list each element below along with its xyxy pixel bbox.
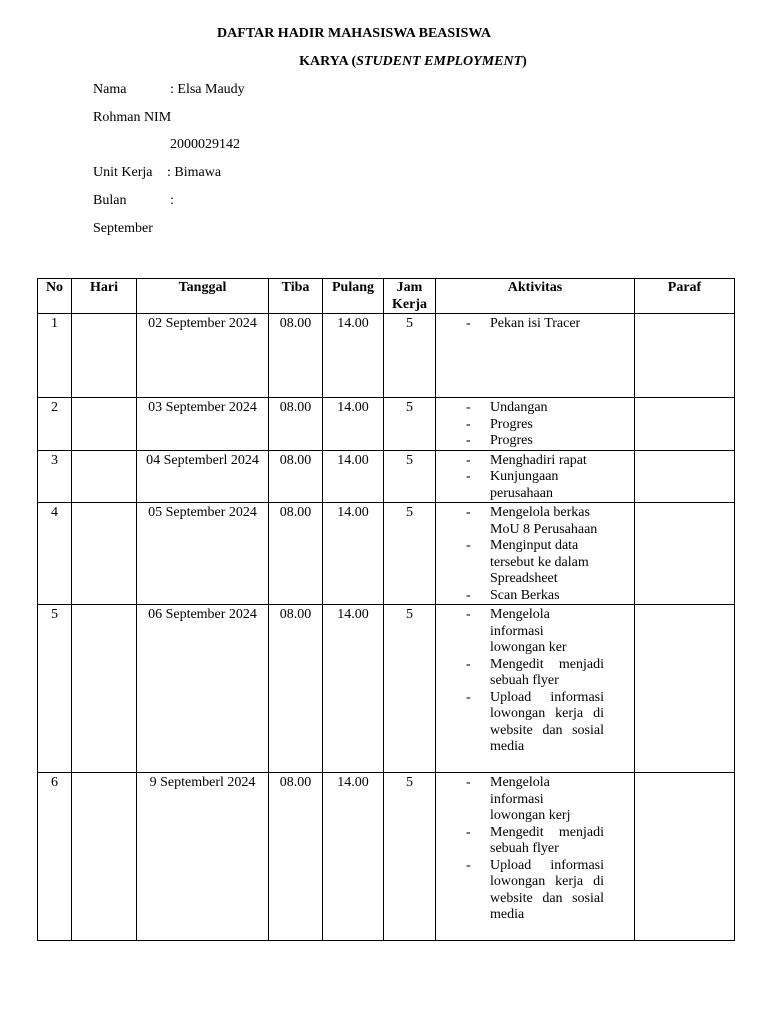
cell-tiba: 08.00	[269, 605, 323, 773]
cell-aktivitas	[436, 450, 635, 503]
cell-hari	[72, 398, 137, 451]
cell-paraf	[635, 503, 735, 605]
cell-tanggal: 06 September 2024	[137, 605, 269, 773]
cell-paraf	[635, 773, 735, 941]
activity-item: - Mengelola berkas MoU 8 Perusahaan	[490, 505, 612, 538]
nim-value: 2000029142	[170, 137, 240, 152]
table-row	[38, 503, 735, 605]
cell-no: 2	[38, 398, 72, 451]
activity-item: - Pekan isi Tracer	[490, 316, 632, 333]
cell-pulang: 14.00	[323, 773, 384, 941]
title-line2-em: STUDENT EMPLOYMENT	[356, 54, 523, 69]
cell-no: 6	[38, 773, 72, 941]
cell-paraf	[635, 314, 735, 398]
nama-label: Nama	[93, 82, 127, 97]
header-hari: Hari	[72, 279, 137, 314]
cell-tanggal: 05 September 2024	[137, 503, 269, 605]
header-aktivitas: Aktivitas	[436, 279, 635, 314]
cell-aktivitas	[436, 605, 635, 773]
title-line2-post: )	[522, 54, 527, 69]
cell-aktivitas	[436, 314, 635, 398]
cell-jam-kerja: 5	[384, 605, 436, 773]
cell-pulang: 14.00	[323, 605, 384, 773]
header-jam-kerja: Jam Kerja	[384, 279, 436, 314]
cell-tiba: 08.00	[269, 398, 323, 451]
cell-jam-kerja: 5	[384, 314, 436, 398]
cell-paraf	[635, 398, 735, 451]
cell-pulang: 14.00	[323, 503, 384, 605]
activity-item: - Progres	[490, 433, 632, 450]
cell-hari	[72, 605, 137, 773]
title-line2-pre: KARYA (	[299, 54, 357, 69]
attendance-table	[37, 278, 735, 941]
cell-tiba: 08.00	[269, 314, 323, 398]
cell-no: 1	[38, 314, 72, 398]
cell-tiba: 08.00	[269, 450, 323, 503]
activity-item: - Upload informasi lowongan kerja di website dan sosial media	[490, 858, 604, 924]
cell-aktivitas	[436, 773, 635, 941]
activity-item: - Undangan	[490, 400, 632, 417]
cell-paraf	[635, 450, 735, 503]
header-tiba: Tiba	[269, 279, 323, 314]
activity-item: - Mengedit menjadi sebuah flyer	[490, 657, 604, 690]
cell-pulang: 14.00	[323, 314, 384, 398]
table-row	[38, 450, 735, 503]
document-title-line2	[0, 54, 768, 70]
cell-aktivitas	[436, 398, 635, 451]
header-paraf: Paraf	[635, 279, 735, 314]
cell-hari	[72, 450, 137, 503]
cell-tanggal: 02 September 2024	[137, 314, 269, 398]
activity-item: - Progres	[490, 417, 632, 434]
nama-continuation: Rohman NIM	[93, 110, 172, 125]
table-header-row	[38, 279, 735, 314]
activity-item: - Upload informasi lowongan kerja di website dan sosial media	[490, 690, 604, 756]
cell-tanggal: 9 Septemberl 2024	[137, 773, 269, 941]
cell-tiba: 08.00	[269, 773, 323, 941]
cell-jam-kerja: 5	[384, 450, 436, 503]
cell-tiba: 08.00	[269, 503, 323, 605]
header-pulang: Pulang	[323, 279, 384, 314]
bulan-label: Bulan	[93, 193, 127, 208]
cell-hari	[72, 773, 137, 941]
activity-item: - Mengedit menjadi sebuah flyer	[490, 825, 604, 858]
cell-jam-kerja: 5	[384, 773, 436, 941]
activity-item: - Menghadiri rapat	[490, 453, 632, 470]
cell-jam-kerja: 5	[384, 398, 436, 451]
unit-kerja-label: Unit Kerja	[93, 165, 153, 180]
cell-no: 5	[38, 605, 72, 773]
cell-aktivitas	[436, 503, 635, 605]
document-title-line1: DAFTAR HADIR MAHASISWA BEASISWA	[217, 26, 491, 41]
activity-item: - Kunjungaan perusahaan	[490, 469, 590, 502]
bulan-value: :	[170, 193, 174, 208]
cell-no: 4	[38, 503, 72, 605]
cell-paraf	[635, 605, 735, 773]
cell-hari	[72, 503, 137, 605]
cell-tanggal: 03 September 2024	[137, 398, 269, 451]
activity-item: - Mengelola informasi lowongan kerj	[490, 775, 580, 825]
unit-kerja-value: : Bimawa	[167, 165, 222, 180]
cell-pulang: 14.00	[323, 450, 384, 503]
cell-no: 3	[38, 450, 72, 503]
cell-hari	[72, 314, 137, 398]
activity-item: - Scan Berkas	[490, 588, 632, 605]
bulan-continuation: September	[93, 221, 153, 236]
cell-pulang: 14.00	[323, 398, 384, 451]
cell-tanggal: 04 Septemberl 2024	[137, 450, 269, 503]
activity-item: - Mengelola informasi lowongan ker	[490, 607, 580, 657]
nama-value: : Elsa Maudy	[170, 82, 245, 97]
table-row	[38, 605, 735, 773]
header-tanggal: Tanggal	[137, 279, 269, 314]
table-row	[38, 314, 735, 398]
cell-jam-kerja: 5	[384, 503, 436, 605]
table-row	[38, 773, 735, 941]
table-row	[38, 398, 735, 451]
header-no: No	[38, 279, 72, 314]
activity-item: - Menginput data tersebut ke dalam Spreadsheet	[490, 538, 595, 588]
